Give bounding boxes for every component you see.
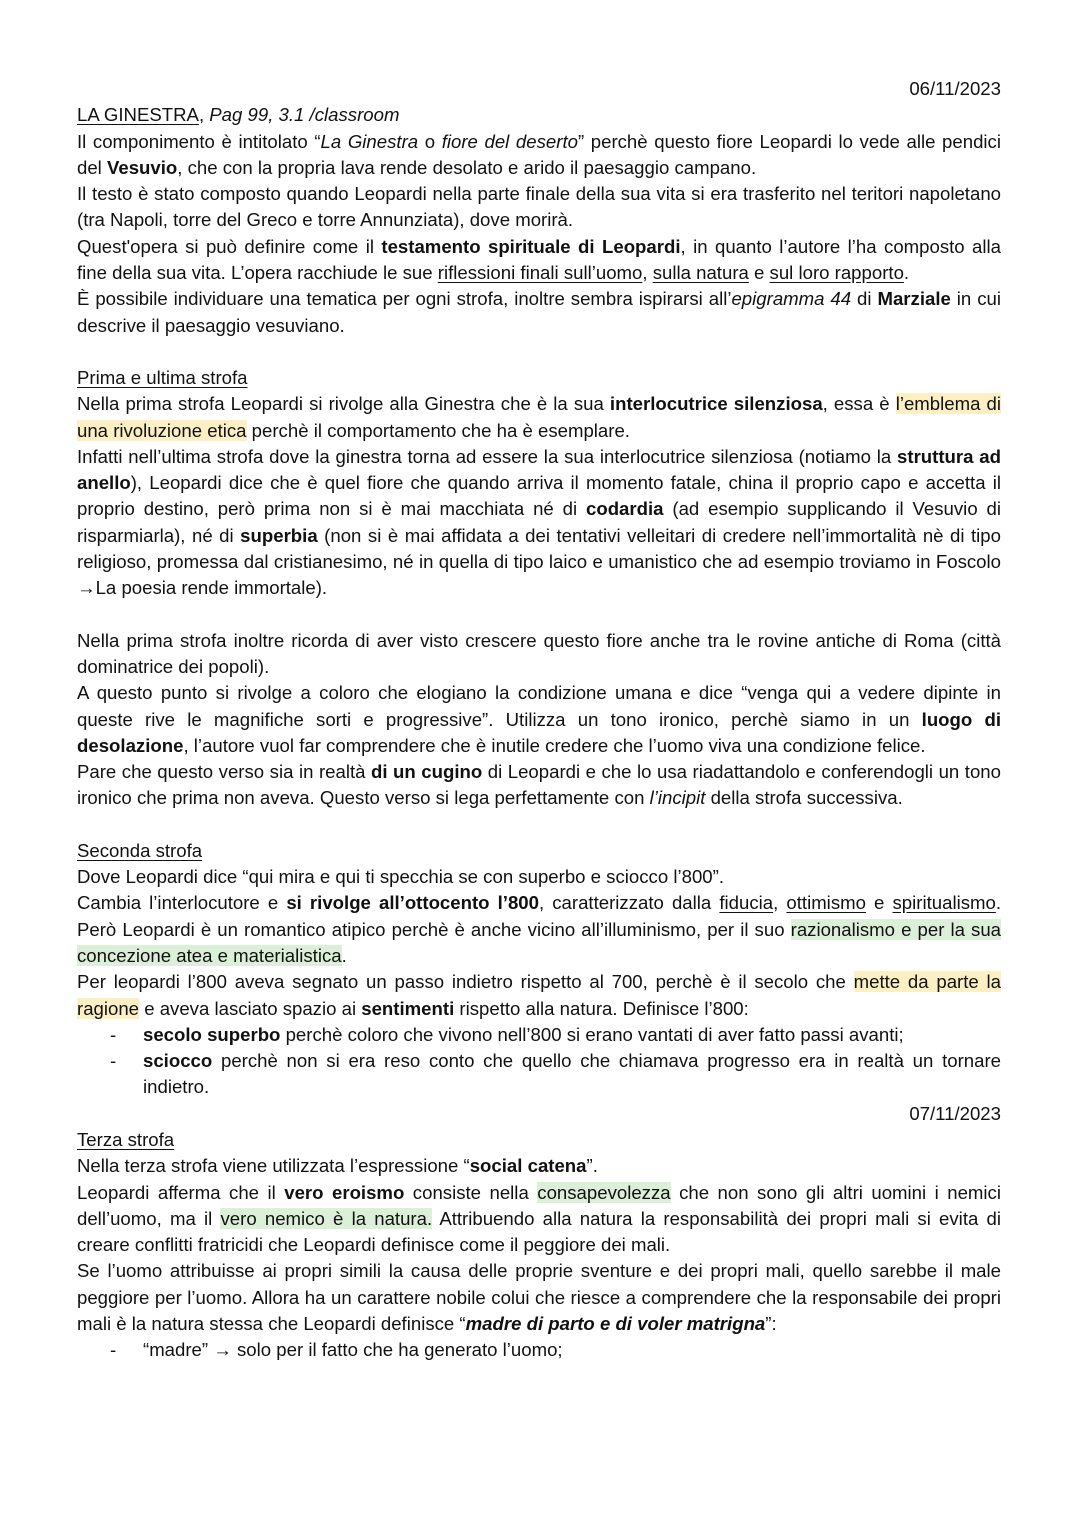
- section-heading-prima-ultima: Prima e ultima strofa: [77, 366, 248, 388]
- highlight-green: consapevolezza: [537, 1181, 671, 1203]
- s1-paragraph-3: Nella prima strofa inoltre ricorda di aver visto crescere questo fiore anche tra le rovine antiche di Roma (città dominatrice dei popoli).: [77, 629, 1001, 677]
- title-reference: Pag 99, 3.1 /classroom: [209, 104, 400, 126]
- s1-paragraph-4: A questo punto si rivolge a coloro che elogiano la condizione umana e dice “venga qui a vedere dipinte in queste rive le magnifiche sorti e progressive”. Utilizza un tono ironico, perchè siamo in un luogo di desolazione, l’autore vuol far comprendere che è inutile credere che l’uomo viva una condizione felice.: [77, 682, 1001, 756]
- s1-paragraph-1: Nella prima strofa Leopardi si rivolge alla Ginestra che è la sua interlocutrice silenziosa, essa è l’emblema di una rivoluzione etica perchè il comportamento che ha è esemplare.: [77, 393, 1001, 441]
- date-second: 07/11/2023: [909, 1102, 1001, 1124]
- intro-paragraph-1: Il componimento è intitolato “La Ginestra o fiore del deserto” perchè questo fiore Leopardi lo vede alle pendici del Vesuvio, che con la propria lava rende desolato e arido il paesaggio campano.: [77, 130, 1001, 178]
- title-main: LA GINESTRA: [77, 104, 199, 126]
- s1-paragraph-5: Pare che questo verso sia in realtà di un cugino di Leopardi e che lo usa riadattandolo e conferendogli un tono ironico che prima non aveva. Questo verso si lega perfettamente con l’incipit della strofa successiva.: [77, 761, 1001, 809]
- s3-bullet-list: [77, 1337, 1001, 1363]
- section-heading-seconda: Seconda strofa: [77, 839, 203, 861]
- s2-paragraph-2: Cambia l’interlocutore e si rivolge all’ottocento l’800, caratterizzato dalla fiducia, ottimismo e spiritualismo. Però Leopardi è un romantico atipico perchè è anche vicino all’illuminismo, per il suo razionalismo e per la sua concezione atea e materialistica.: [77, 892, 1002, 966]
- highlight-green: vero nemico è la natura.: [220, 1207, 433, 1229]
- intro-paragraph-3: Quest'opera si può definire come il testamento spirituale di Leopardi, in quanto l’autore l’ha composto alla fine della sua vita. L’opera racchiude le sue riflessioni finali sull’uomo, sulla natura e sul loro rapporto.: [77, 235, 1001, 284]
- s2-paragraph-3: Per leopardi l’800 aveva segnato un passo indietro rispetto al 700, perchè è il secolo che mette da parte la ragione e aveva lasciato spazio ai sentimenti rispetto alla natura. Definisce l’800:: [77, 971, 1001, 1019]
- highlight-yellow: l’emblema di una rivoluzione etica: [77, 393, 1001, 441]
- list-item: - secolo superbo perchè coloro che vivono nell’800 si erano vantati di aver fatto passi avanti;: [110, 1023, 904, 1045]
- document-title: LA GINESTRA, Pag 99, 3.1 /classroom: [77, 104, 400, 126]
- highlight-green: razionalismo e per la sua concezione atea e materialistica: [77, 918, 1002, 966]
- section-heading-terza: Terza strofa: [77, 1128, 175, 1150]
- intro-paragraph-2: Il testo è stato composto quando Leopardi nella parte finale della sua vita si era trasferito nel teritori napoletano (tra Napoli, torre del Greco e torre Annunziata), dove morirà.: [77, 183, 1001, 231]
- list-item: - sciocco perchè non si era reso conto che quello che chiamava progresso era in realtà un tornare indietro.: [110, 1050, 1001, 1098]
- date-first: 06/11/2023: [909, 78, 1001, 99]
- highlight-yellow: mette da parte la ragione: [77, 971, 1001, 1019]
- intro-paragraph-4: È possibile individuare una tematica per ogni strofa, inoltre sembra ispirarsi all’epigramma 44 di Marziale in cui descrive il paesaggio vesuviano.: [77, 288, 1001, 336]
- s3-paragraph-1: Nella terza strofa viene utilizzata l’espressione “social catena”.: [77, 1155, 598, 1177]
- s3-paragraph-3: Se l’uomo attribuisse ai propri simili la causa delle proprie sventure e dei propri mali, quello sarebbe il male peggiore per l’uomo. Allora ha un carattere nobile colui che riesce a comprendere che la responsabile dei propri mali è la natura stessa che Leopardi definisce “madre di parto e di voler matrigna”:: [77, 1260, 1001, 1335]
- s2-bullet-list: [77, 1022, 1001, 1101]
- s1-paragraph-2: Infatti nell’ultima strofa dove la ginestra torna ad essere la sua interlocutrice silenziosa (notiamo la struttura ad anello), Leopardi dice che è quel fiore che quando arriva il momento fatale, china il proprio capo e accetta il proprio destino, però prima non si è mai macchiata né di codardia (ad esempio supplicando il Vesuvio di risparmiarla), né di superbia (non si è mai affidata a dei tentativi velleitari di credere nell’immortalità nè di tipo religioso, promessa dal cristianesimo, né in quella di tipo laico e umanistico che ad esempio troviamo in Foscolo →La poesia rende immortale).: [77, 445, 1002, 599]
- s2-paragraph-1: Dove Leopardi dice “qui mira e qui ti specchia se con superbo e sciocco l’800”.: [77, 866, 724, 888]
- document-page: [77, 76, 1001, 1364]
- list-item: - “madre” → solo per il fatto che ha generato l’uomo;: [110, 1339, 563, 1361]
- s3-paragraph-2: Leopardi afferma che il vero eroismo consiste nella consapevolezza che non sono gli altri uomini i nemici dell’uomo, ma il vero nemico è la natura. Attribuendo alla natura la responsabilità dei propri mali si evita di creare conflitti fratricidi che Leopardi definisce come il peggiore dei mali.: [77, 1181, 1002, 1256]
